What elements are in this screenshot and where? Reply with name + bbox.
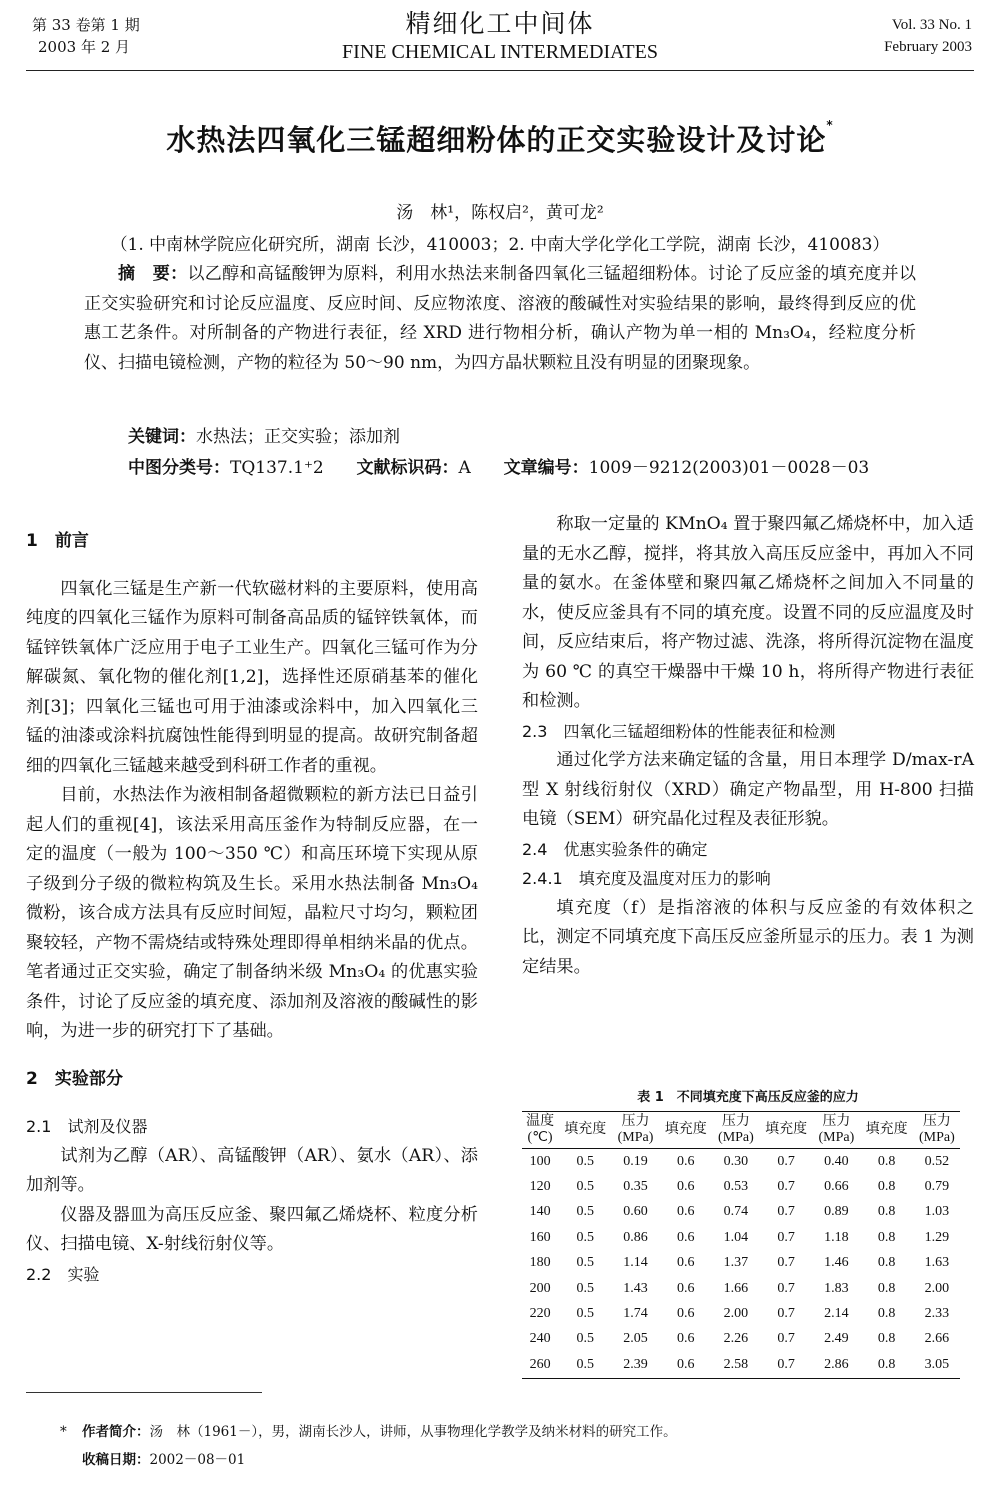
table-cell: 0.7 [777,1229,795,1245]
table-cell: 2.26 [723,1331,749,1347]
abstract-text: 以乙醇和高锰酸钾为原料，利用水热法来制备四氧化三锰超细粉体。讨论了反应釜的填充度并以正交实验研究和讨论反应温度、反应时间、反应物浓度、溶液的酸碱性对实验结果的影响，最终得到反应的优惠工艺条件。对所制备的产物进行表征，经 XRD 进行物相分析，确认产物为单一相的 Mn₃O₄，经粒度分析仪、扫描电镜检测，产物的粒径为 50～90 nm，为四方晶状颗粒且没有明显的团聚现象。 [84,264,917,373]
table-cell: 0.6 [676,1280,695,1296]
paragraph: 通过化学方法来确定锰的含量，用日本理学 D/max-rA 型 X 射线衍射仪（XRD）确定产物晶型，用 H-800 扫描电镜（SEM）研究晶化过程及表征形貌。 [522,750,974,829]
table-cell: 1.66 [723,1280,749,1296]
table-row [522,1327,960,1352]
table-cell: 0.7 [777,1306,795,1322]
table-row [522,1225,960,1250]
table-cell: 0.86 [623,1229,648,1245]
table-cell: 0.6 [676,1204,695,1220]
author-bio-label: 作者简介： [82,1424,150,1440]
left-column [26,527,478,1289]
table-header-cell: 压力 (MPa) [914,1112,960,1149]
article-number: 1009－9212(2003)01－0028－03 [588,458,870,478]
table-cell: 0.5 [558,1352,612,1378]
journal-name-cn: 精细化工中间体 [405,9,595,38]
date-en: February 2003 [884,39,972,55]
table-cell: 0.5 [576,1306,595,1322]
table-cell: 0.40 [824,1153,849,1169]
table-header-cell: 压力 (MPa) [713,1112,759,1149]
table-cell: 0.8 [859,1352,913,1378]
table-cell: 0.74 [723,1204,749,1220]
subsection-heading: 2.1 试剂及仪器 [26,1117,148,1136]
table-cell: 0.8 [877,1331,896,1347]
table-header-row [522,1112,960,1149]
affiliation: （1. 中南林学院应化研究所，湖南 长沙，410003；2. 中南大学化学化工学院，湖南 长沙，410083） [110,235,890,255]
received-date-label: 收稿日期： [82,1452,150,1468]
table-cell: 0.7 [777,1204,795,1220]
title-text: 水热法四氧化三锰超细粉体的正交实验设计及讨论 [166,123,827,157]
table-cell: 2.14 [824,1306,849,1322]
header-rule [26,70,974,71]
abstract-label: 摘 要： [118,264,188,284]
table-cell: 0.8 [877,1153,896,1169]
table-header-cell: 温度 (℃) [522,1112,558,1149]
paragraph: 填充度（f）是指溶液的体积与反应釜的有效体积之比，测定不同填充度下高压反应釜所显示的压力。表 1 为测定结果。 [522,897,974,977]
table-cell: 2.49 [824,1331,849,1347]
table-cell: 2.00 [723,1306,749,1322]
table-cell: 0.7 [777,1331,795,1347]
table-cell: 0.7 [777,1280,795,1296]
table-cell: 240 [529,1331,551,1347]
table-cell: 1.18 [824,1229,849,1245]
authors: 汤 林¹，陈权启²，黄可龙² [396,203,604,223]
table-cell: 120 [529,1179,551,1195]
paragraph: 仪器及器皿为高压反应釜、聚四氟乙烯烧杯、粒度分析仪、扫描电镜、X-射线衍射仪等。 [26,1204,478,1254]
table-cell: 0.6 [676,1229,695,1245]
table-cell: 1.04 [723,1229,749,1245]
right-column [522,510,974,982]
table-cell: 1.74 [623,1306,648,1322]
table-cell: 0.53 [723,1179,749,1195]
paragraph: 四氧化三锰是生产新一代软磁材料的主要原料，使用高纯度的四氧化三锰作为原料可制备高品质的锰锌铁氧体，而锰锌铁氧体广泛应用于电子工业生产。四氧化三锰可作为分解碳氮、氧化物的催化剂[1,2]，选择性还原硝基苯的催化剂[3]；四氧化三锰也可用于油漆或涂料中，加入四氧化三锰的油漆或涂料抗腐蚀性能得到明显的提高。故研究制备超细的四氧化三锰越来越受到科研工作者的重视。 [26,578,478,776]
classification-line [128,453,869,478]
table-cell: 0.52 [924,1153,950,1169]
table-row [522,1352,960,1378]
table-cell: 0.7 [777,1255,795,1271]
table-cell: 0.5 [576,1204,595,1220]
table-row [522,1276,960,1301]
pressure-table [522,1111,960,1379]
table-cell: 0.6 [676,1255,695,1271]
table-cell: 0.8 [877,1229,896,1245]
table-cell: 1.46 [824,1255,849,1271]
table-header-cell: 填充度 [558,1112,612,1149]
keywords [128,422,400,447]
abstract [84,260,916,378]
table-cell: 0.6 [659,1352,713,1378]
table-caption: 表 1 不同填充度下高压反应釜的应力 [637,1090,859,1105]
table-row [522,1301,960,1326]
footnote [60,1418,677,1474]
table-cell: 0.5 [576,1331,595,1347]
table-cell: 200 [529,1280,551,1296]
table-cell: 2.05 [623,1331,648,1347]
table-cell: 1.63 [924,1255,950,1271]
author-bio: 汤 林（1961－），男，湖南长沙人，讲师，从事物理化学教学及纳米材料的研究工作。 [149,1424,677,1440]
section-heading: 1 前言 [26,531,89,551]
table-cell: 0.5 [576,1280,595,1296]
table-cell: 260 [522,1352,558,1378]
table-cell: 0.7 [777,1153,795,1169]
table-cell: 2.00 [924,1280,950,1296]
table-cell: 0.8 [877,1179,896,1195]
table-cell: 0.30 [723,1153,749,1169]
table-cell: 0.5 [576,1229,595,1245]
table-cell: 0.5 [576,1255,595,1271]
footnote-rule [26,1392,262,1393]
table-cell: 0.7 [759,1352,813,1378]
keywords-text: 水热法；正交实验；添加剂 [196,427,400,447]
journal-name-en: FINE CHEMICAL INTERMEDIATES [342,41,658,63]
table-cell: 1.03 [924,1204,950,1220]
table-header-cell: 填充度 [659,1112,713,1149]
clc-code: TQ137.1⁺2 [230,458,324,478]
issue-info-en [884,14,972,58]
table-cell: 140 [529,1204,551,1220]
received-date: 2002－08－01 [149,1452,246,1468]
table-cell: 1.14 [623,1255,648,1271]
table-cell: 1.37 [723,1255,749,1271]
table-header-cell: 填充度 [859,1112,913,1149]
title-footnote-mark: * [826,118,834,132]
doc-code-label: 文献标识码： [356,458,459,478]
table-header-cell: 压力 (MPa) [612,1112,658,1149]
table-row [522,1251,960,1276]
table-row [522,1200,960,1225]
clc-label: 中图分类号： [128,458,230,478]
table-cell: 160 [529,1229,551,1245]
footnote-mark: * [60,1424,67,1440]
section-heading: 2 实验部分 [26,1068,123,1089]
table-cell: 0.66 [824,1179,849,1195]
table-cell: 0.5 [576,1179,595,1195]
doc-code: A [458,458,471,478]
subsection-heading: 2.4.1 填充度及温度对压力的影响 [522,869,771,888]
table-header-cell: 压力 (MPa) [813,1112,859,1149]
table-cell: 0.8 [877,1280,896,1296]
table-cell: 2.39 [612,1352,658,1378]
table-cell: 1.43 [623,1280,648,1296]
subsection-heading: 2.4 优惠实验条件的确定 [522,839,708,859]
subsection-heading: 2.3 四氧化三锰超细粉体的性能表征和检测 [522,721,836,741]
keywords-label: 关键词： [128,427,196,447]
paper-title [0,118,1000,159]
table-row [522,1174,960,1199]
table-cell: 3.05 [914,1352,960,1378]
table-cell: 0.7 [777,1179,795,1195]
table-cell: 100 [529,1153,551,1169]
table-cell: 0.5 [576,1153,595,1169]
table-cell: 0.89 [824,1204,849,1220]
subsection-heading: 2.2 实验 [26,1264,100,1284]
date-cn: 2003 年 2 月 [38,38,131,56]
table-row [522,1149,960,1175]
table-cell: 180 [529,1255,551,1271]
table-body [522,1149,960,1379]
journal-name [0,8,1000,64]
table-cell: 1.83 [824,1280,849,1296]
table-cell: 0.8 [877,1306,896,1322]
table-cell: 0.19 [623,1153,648,1169]
table-cell: 0.8 [877,1204,896,1220]
table-cell: 1.29 [924,1229,950,1245]
table-cell: 0.6 [676,1331,695,1347]
table-cell: 2.66 [924,1331,950,1347]
table-cell: 0.6 [676,1153,695,1169]
article-number-label: 文章编号： [503,458,589,478]
table-cell: 0.6 [676,1306,695,1322]
table-cell: 0.60 [623,1204,648,1220]
table-cell: 0.79 [924,1179,950,1195]
paragraph: 称取一定量的 KMnO₄ 置于聚四氟乙烯烧杯中，加入适量的无水乙醇，搅拌，将其放入高压反应釜中，再加入不同量的氨水。在釜体壁和聚四氟乙烯烧杯之间加入不同量的水，使反应釜具有不同的填充度。设置不同的反应温度及时间，反应结束后，将产物过滤、洗涤，将所得沉淀物在温度为 60 ℃ 的真空干燥器中干燥 10 h，将所得产物进行表征和检测。 [522,514,974,711]
paragraph: 试剂为乙醇（AR）、高锰酸钾（AR）、氨水（AR）、添加剂等。 [26,1145,478,1195]
table-cell: 0.8 [877,1255,896,1271]
table-cell: 220 [529,1306,551,1322]
table-cell: 2.33 [924,1306,950,1322]
table-cell: 2.58 [713,1352,759,1378]
table-cell: 0.35 [623,1179,648,1195]
table-cell: 0.6 [676,1179,695,1195]
table-cell: 2.86 [813,1352,859,1378]
table-header-cell: 填充度 [759,1112,813,1149]
volume-en: Vol. 33 No. 1 [891,17,972,33]
volume-cn: 第 33 卷第 1 期 [32,16,140,34]
paragraph: 目前，水热法作为液相制备超微颗粒的新方法已日益引起人们的重视[4]，该法采用高压釜作为特制反应器，在一定的温度（一般为 100～350 ℃）和高压环境下实现从原子级到分子级的微粒构筑及生长。采用水热法制备 Mn₃O₄ 微粉，该合成方法具有反应时间短，晶粒尺寸均匀，颗粒团聚较轻，产物不需烧结或特殊处理即得单相纳米晶的优点。笔者通过正交实验，确定了制备纳米级 Mn₃O₄ 的优惠实验条件，讨论了反应釜的填充度、添加剂及溶液的酸碱性的影响，为进一步的研究打下了基础。 [26,785,478,1041]
